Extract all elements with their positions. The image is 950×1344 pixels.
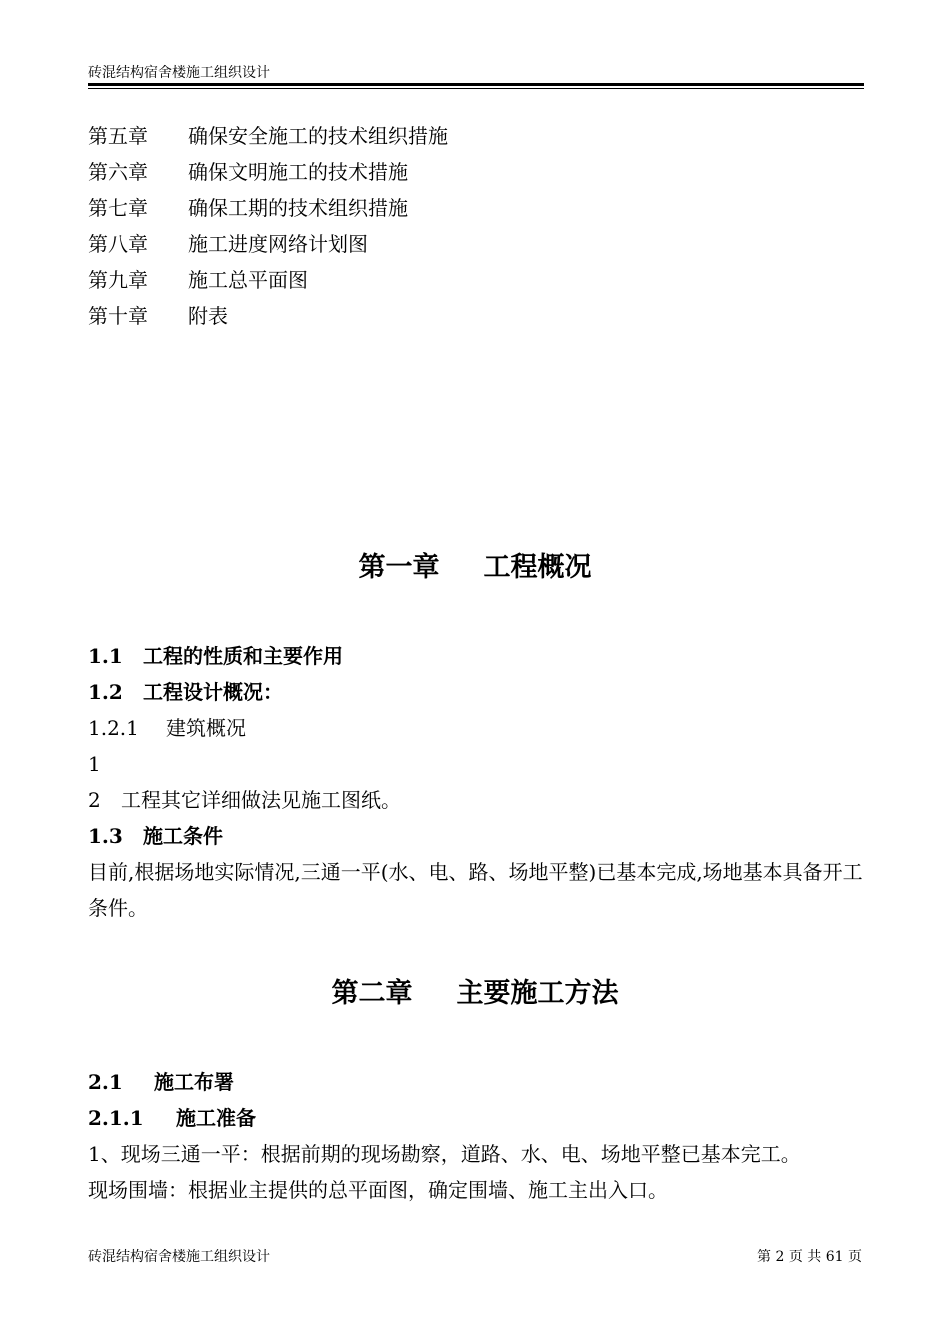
section-2-1	[88, 1068, 234, 1096]
paragraph-site-prep: 1、现场三通一平：根据前期的现场勘察，道路、水、电、场地平整已基本完工。	[88, 1142, 801, 1166]
section-number: 2.1	[88, 1070, 123, 1094]
toc-title: 施工进度网络计划图	[188, 232, 368, 256]
chapter-number: 第二章	[331, 978, 413, 1009]
chapter-title: 主要施工方法	[456, 978, 619, 1009]
header-rule-thin	[88, 88, 864, 89]
toc-chapter: 第七章	[88, 196, 148, 220]
toc-chapter: 第九章	[88, 268, 148, 292]
toc-item-7	[88, 194, 408, 222]
section-title: 建筑概况	[166, 716, 246, 740]
toc-chapter: 第六章	[88, 160, 148, 184]
section-1-2	[88, 678, 283, 706]
section-1-1	[88, 642, 343, 670]
list-number: 2	[88, 788, 101, 812]
toc-item-5	[88, 122, 448, 150]
section-title: 工程的性质和主要作用	[143, 644, 343, 668]
toc-title: 确保安全施工的技术组织措施	[188, 124, 448, 148]
toc-item-9	[88, 266, 308, 294]
chapter-2-heading	[0, 976, 950, 1012]
section-2-1-1	[88, 1104, 256, 1132]
section-title: 工程设计概况：	[143, 680, 283, 704]
section-1-3-paragraph: 目前,根据场地实际情况,三通一平(水、电、路、场地平整)已基本完成,场地基本具备开工条件。	[88, 860, 863, 920]
toc-chapter: 第十章	[88, 304, 148, 328]
list-item-1: 1	[88, 752, 101, 776]
section-1-2-1	[88, 714, 246, 742]
section-number: 1.1	[88, 644, 123, 668]
toc-title: 附表	[188, 304, 228, 328]
header-title: 砖混结构宿舍楼施工组织设计	[88, 65, 270, 81]
toc-chapter: 第八章	[88, 232, 148, 256]
footer-page-number: 第 2 页 共 61 页	[757, 1249, 862, 1265]
section-title: 施工准备	[176, 1106, 256, 1130]
list-item-2	[88, 786, 401, 814]
toc-title: 确保文明施工的技术措施	[188, 160, 408, 184]
chapter-title: 工程概况	[483, 552, 592, 583]
toc-item-6	[88, 158, 408, 186]
toc-title: 确保工期的技术组织措施	[188, 196, 408, 220]
footer-title: 砖混结构宿舍楼施工组织设计	[88, 1249, 270, 1265]
toc-item-8	[88, 230, 368, 258]
chapter-number: 第一章	[358, 552, 440, 583]
section-title: 施工条件	[143, 824, 223, 848]
toc-title: 施工总平面图	[188, 268, 308, 292]
toc-chapter: 第五章	[88, 124, 148, 148]
section-number: 1.3	[88, 824, 123, 848]
section-number: 1.2	[88, 680, 123, 704]
chapter-1-heading	[0, 550, 950, 586]
section-number: 1.2.1	[88, 716, 139, 740]
header-rule	[88, 83, 864, 86]
section-1-3	[88, 822, 223, 850]
list-text: 工程其它详细做法见施工图纸。	[121, 788, 401, 812]
paragraph-site-fence: 现场围墙：根据业主提供的总平面图，确定围墙、施工主出入口。	[88, 1178, 668, 1202]
toc-item-10	[88, 302, 228, 330]
section-number: 2.1.1	[88, 1106, 144, 1130]
section-title: 施工布署	[154, 1070, 234, 1094]
